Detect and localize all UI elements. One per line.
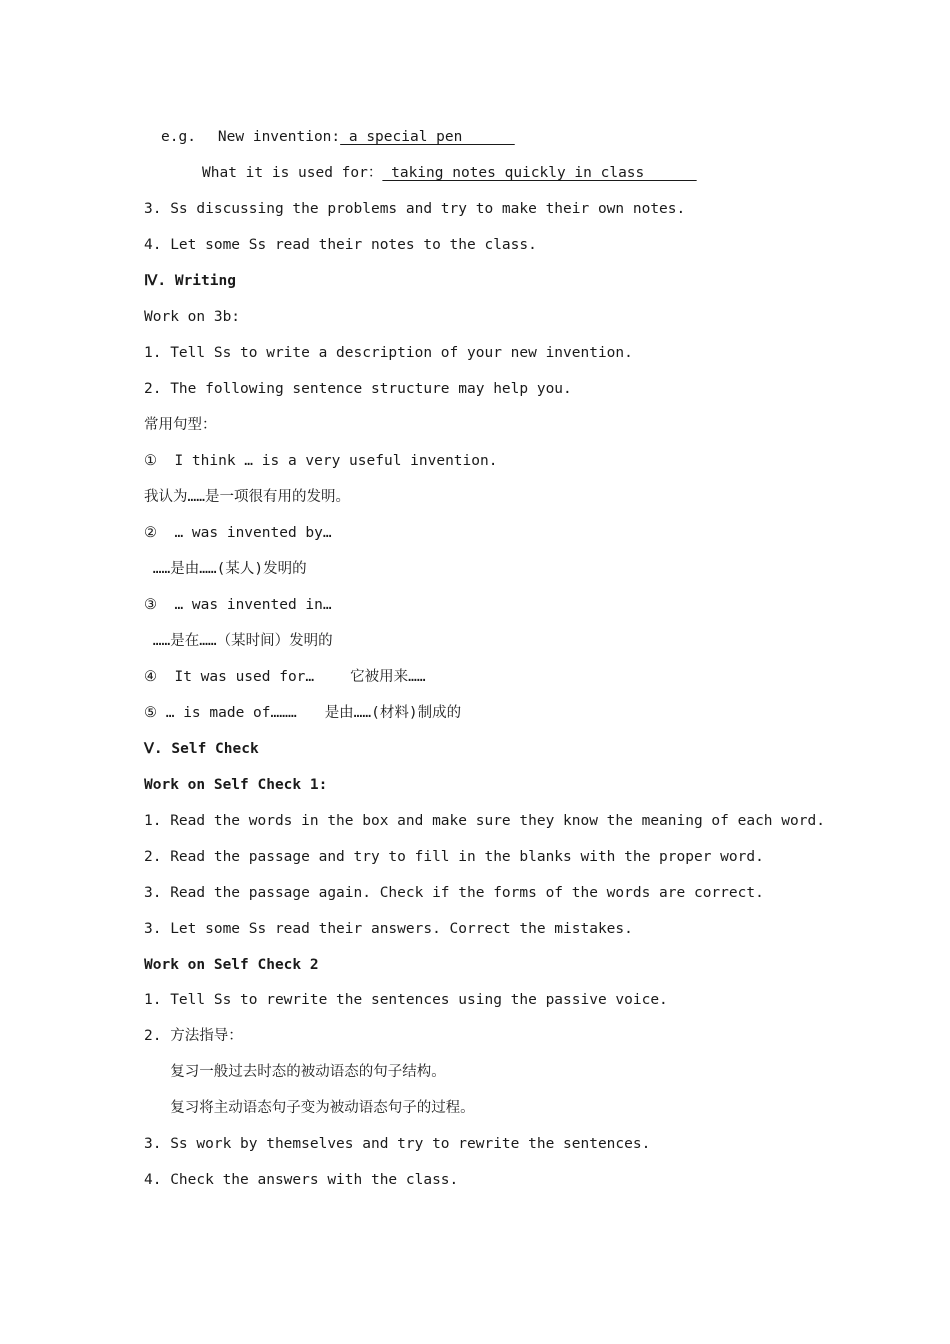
pattern-3-cn: ……是在……（某时间）发明的 [144, 633, 333, 649]
list-item: 复习将主动语态句子变为被动语态句子的过程。 [144, 1100, 475, 1116]
pattern-3-en: ③ … was invented in… [144, 597, 332, 613]
section-heading-self-check: Ⅴ. Self Check [144, 741, 259, 757]
pattern-5-cn: 是由……(材料)制成的 [324, 705, 462, 721]
pattern-4 [144, 659, 426, 695]
self-check-2-title: Work on Self Check 2 [144, 957, 319, 973]
used-value: taking notes quickly in class [382, 165, 697, 181]
list-item: 3. Let some Ss read their answers. Correct the mistakes. [144, 921, 633, 937]
list-item: 1. Tell Ss to write a description of your new invention. [144, 345, 633, 361]
pattern-1-cn: 我认为……是一项很有用的发明。 [144, 489, 350, 505]
list-item: 2. Read the passage and try to fill in the blanks with the proper word. [144, 849, 764, 865]
list-item: 3. Ss discussing the problems and try to make their own notes. [144, 201, 686, 217]
work-on-3b: Work on 3b: [144, 309, 241, 325]
used-label: What it is used for： [202, 165, 383, 181]
invention-value: a special pen [340, 129, 515, 145]
self-check-1-title: Work on Self Check 1: [144, 777, 328, 793]
list-item: 4. Check the answers with the class. [144, 1172, 459, 1188]
list-item: 3. Read the passage again. Check if the forms of the words are correct. [144, 885, 764, 901]
pattern-4-en: ④ It was used for… [144, 669, 315, 685]
list-item: 4. Let some Ss read their notes to the class. [144, 237, 537, 253]
list-item: 1. Tell Ss to rewrite the sentences using the passive voice. [144, 992, 668, 1008]
pattern-5-en: ⑤ … is made of……… [144, 705, 297, 721]
list-item: 2. The following sentence structure may help you. [144, 381, 572, 397]
section-heading-writing: Ⅳ. Writing [144, 273, 236, 289]
invention-label: New invention: [217, 129, 341, 145]
pattern-2-en: ② … was invented by… [144, 525, 332, 541]
list-item: 1. Read the words in the box and make sure they know the meaning of each word. [144, 813, 825, 829]
pattern-2-cn: ……是由……(某人)发明的 [144, 561, 307, 577]
patterns-label: 常用句型： [144, 417, 217, 433]
list-item: 复习一般过去时态的被动语态的句子结构。 [144, 1064, 446, 1080]
list-item: 2. 方法指导： [144, 1028, 243, 1044]
pattern-4-cn: 它被用来…… [350, 669, 426, 685]
eg-invention-line [161, 119, 515, 155]
eg-used-line [202, 155, 697, 191]
list-item: 3. Ss work by themselves and try to rewrite the sentences. [144, 1136, 651, 1152]
pattern-5 [144, 695, 461, 731]
eg-label: e.g. [161, 129, 196, 145]
pattern-1-en: ① I think … is a very useful invention. [144, 453, 498, 469]
